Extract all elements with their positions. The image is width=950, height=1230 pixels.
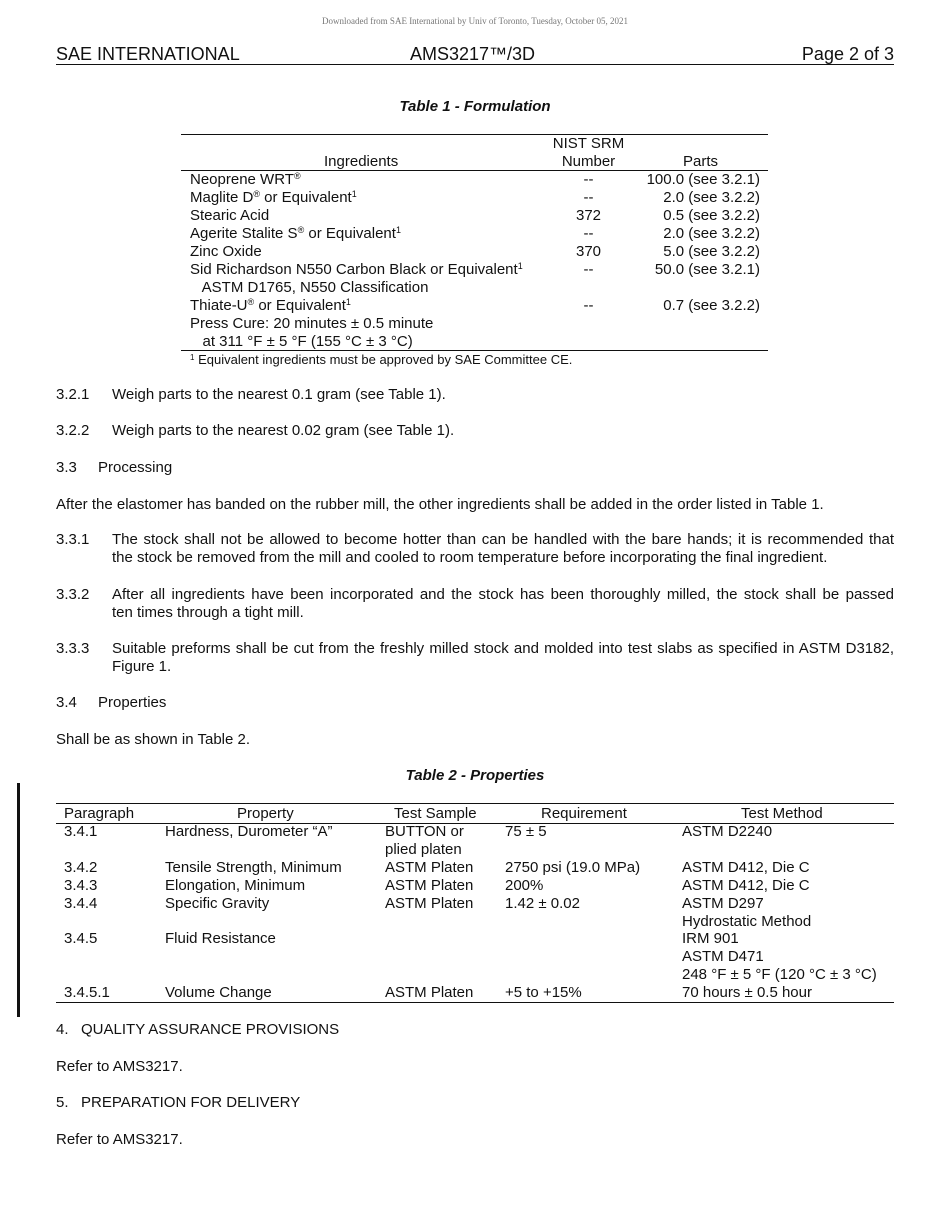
ingredient-cell: Press Cure: 20 minutes ± 0.5 minute [190,315,434,332]
requirement-cell: 2750 psi (19.0 MPa) [505,858,641,876]
paragraph-text: Suitable preforms shall be cut from the freshly milled stock and molded into test slabs as specified in ASTM D3182, [112,640,894,657]
paragraph-cell: 3.4.2 [64,858,98,876]
col-header-test-method: Test Method [741,805,823,822]
parts-cell: 2.0 (see 3.2.2) [663,225,760,242]
nist-cell: 372 [575,207,602,224]
paragraph-3-2-2 [56,422,894,440]
paragraph-number: 3.4 [56,694,77,711]
col-header-property: Property [237,805,294,822]
parts-cell: 0.7 (see 3.2.2) [663,297,760,314]
paragraph-text: The stock shall not be allowed to become hotter than can be handled with the bare hands; it is recommended that [112,531,894,548]
page-header [56,44,894,65]
paragraph-cell: 3.4.5.1 [64,984,110,1002]
formulation-table [181,134,768,367]
nist-cell: -- [583,261,594,278]
col-header-ingredients: Ingredients [324,153,399,170]
paragraph-3-2-1 [56,386,894,404]
header-doc-number: AMS3217™/3D [410,44,536,64]
download-watermark: Downloaded from SAE International by Univ of Toronto, Tuesday, October 05, 2021 [321,16,629,26]
header-page-number: Page 2 of 3 [801,44,894,64]
paragraph-body-8 [56,731,894,749]
test-method-cell: 70 hours ± 0.5 hour [682,984,812,1002]
paragraph-3-4 [56,694,894,712]
property-cell: Tensile Strength, Minimum [165,858,342,876]
parts-cell: 2.0 (see 3.2.2) [663,189,760,206]
ingredient-cell: Stearic Acid [190,207,270,224]
col-header-paragraph: Paragraph [64,805,135,822]
paragraph-text: Processing [98,459,173,476]
paragraph-text: Shall be as shown in Table 2. [56,731,251,748]
table2-title: Table 2 - Properties [405,767,545,784]
col-header-parts: Parts [683,153,719,170]
paragraph-text: Properties [98,694,167,711]
paragraph-number: 3.3.2 [56,586,90,603]
section-heading: 4. QUALITY ASSURANCE PROVISIONS [56,1021,340,1038]
paragraph-3-3-2 [56,586,894,622]
parts-cell: 100.0 (see 3.2.1) [646,171,760,188]
paragraph-body-3 [56,496,894,514]
section-text: Refer to AMS3217. [56,1131,183,1148]
paragraph-cell: 3.4.1 [64,823,98,840]
paragraph-text: After all ingredients have been incorporated and the stock has been thoroughly milled, the stock shall be passed [112,586,894,603]
paragraph-cell: 3.4.4 [64,894,98,912]
test-method-cell: ASTM D297 Hydrostatic Method [682,894,812,930]
requirement-cell: +5 to +15% [505,984,582,1002]
paragraph-text: the stock be removed from the mill and cooled to room temperature before incorporating the final ingredient. [112,549,828,566]
paragraph-3-3-1 [56,531,894,567]
parts-cell: 5.0 (see 3.2.2) [663,243,760,260]
paragraph-number: 3.3.1 [56,531,90,548]
paragraph-3-3 [56,459,894,477]
test-method-cell: IRM 901 ASTM D471 248 °F ± 5 °F (120 °C ± 3 °C) [682,930,877,984]
nist-cell: -- [583,297,594,314]
test-method-cell: ASTM D2240 [682,823,773,840]
paragraph-cell: 3.4.5 [64,930,98,948]
table1-title: Table 1 - Formulation [399,98,551,115]
paragraph-3-3-3 [56,640,894,676]
ingredient-cell: at 311 °F ± 5 °F (155 °C ± 3 °C) [190,333,413,350]
test-sample-cell: ASTM Platen [385,894,474,912]
header-org: SAE INTERNATIONAL [56,44,240,64]
property-cell: Fluid Resistance [165,930,276,948]
paragraph-text: Figure 1. [112,658,172,675]
paragraph-text: After the elastomer has banded on the rubber mill, the other ingredients shall be added in the order listed in Table 1. [56,496,824,513]
paragraph-number: 3.2.2 [56,422,90,439]
property-cell: Volume Change [165,984,272,1002]
ingredient-cell: Agerite Stalite S® or Equivalent$^1$ [190,225,401,242]
test-sample-cell: ASTM Platen [385,984,474,1002]
paragraph-number: 3.3 [56,459,77,476]
nist-cell: -- [583,225,594,242]
col-header-requirement: Requirement [541,805,627,822]
ingredient-cell: ASTM D1765, N550 Classification [190,279,429,296]
change-bar [17,783,20,1017]
paragraph-number: 3.2.1 [56,386,90,403]
ingredient-cell: Zinc Oxide [190,243,262,260]
parts-cell: 0.5 (see 3.2.2) [663,207,760,224]
test-sample-cell: ASTM Platen [385,876,474,894]
property-cell: Specific Gravity [165,894,270,912]
paragraph-cell: 3.4.3 [64,876,98,894]
nist-cell: 370 [575,243,602,260]
paragraph-number: 3.3.3 [56,640,90,657]
col-header-nist: NIST SRM Number [552,135,625,170]
property-cell: Hardness, Durometer “A” [165,823,333,840]
section-heading: 5. PREPARATION FOR DELIVERY [56,1094,301,1111]
ingredient-cell: Maglite D® or Equivalent$^1$ [190,189,357,206]
test-sample-cell: ASTM Platen [385,858,474,876]
parts-cell: 50.0 (see 3.2.1) [654,261,760,278]
table1-footnote: $^1$ Equivalent ingredients must be approved by SAE Committee CE. [190,352,573,367]
paragraph-text: Weigh parts to the nearest 0.02 gram (see Table 1). [112,422,455,439]
ingredient-cell: Sid Richardson N550 Carbon Black or Equivalent$^1$ [190,261,523,278]
properties-table [56,803,894,1003]
section-text: Refer to AMS3217. [56,1058,183,1075]
requirement-cell: 1.42 ± 0.02 [505,894,580,912]
requirement-cell: 200% [505,876,544,894]
col-header-test-sample: Test Sample [394,805,477,822]
test-sample-cell: BUTTON or plied platen [385,823,464,858]
paragraph-text: ten times through a tight mill. [112,604,304,621]
ingredient-cell: Neoprene WRT® [190,171,301,188]
requirement-cell: 75 ± 5 [505,823,547,840]
property-cell: Elongation, Minimum [165,876,306,894]
nist-cell: -- [583,189,594,206]
paragraph-text: Weigh parts to the nearest 0.1 gram (see Table 1). [112,386,446,403]
test-method-cell: ASTM D412, Die C [682,858,810,876]
ingredient-cell: Thiate-U® or Equivalent$^1$ [190,297,351,314]
nist-cell: -- [583,171,594,188]
test-method-cell: ASTM D412, Die C [682,876,810,894]
